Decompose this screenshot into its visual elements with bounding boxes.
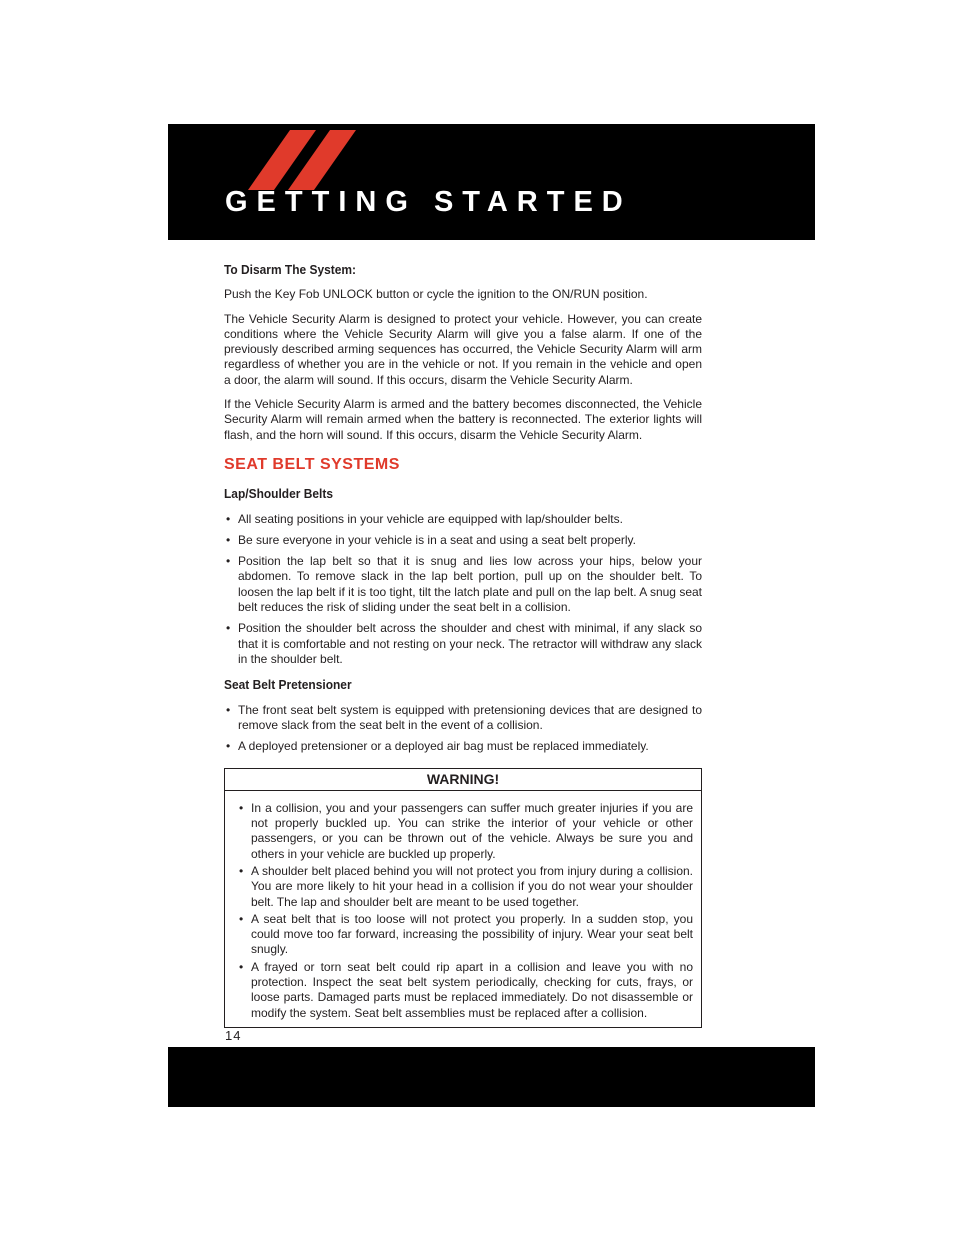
list-item: • A shoulder belt placed behind you will not protect you from injury during a collision. You are more likely to hit your head in a collision if you do not wear your shoulder belt. The lap and shoulder belt are meant to be used together. [237,864,693,910]
disarm-paragraph: Push the Key Fob UNLOCK button or cycle the ignition to the ON/RUN position. [224,287,648,302]
page-number: 14 [225,1028,242,1043]
list-item: • Position the shoulder belt across the shoulder and chest with minimal, if any slack so that it is comfortable and not resting on your neck. The retractor will withdraw any slack in the shoulder belt. [224,621,702,667]
warning-title: WARNING! [225,769,701,790]
pretensioner-heading: Seat Belt Pretensioner [224,677,352,693]
list-item: • A frayed or torn seat belt could rip apart in a collision and leave you with no protection. Inspect the seat belt system periodically, checking for cuts, frays, or loose parts. Damaged parts must be replaced immediately. Do not disassemble or modify the system. Seat belt assemblies must be replaced after a collision. [237,960,693,1021]
pretensioner-list [224,703,702,755]
lap-shoulder-heading: Lap/Shoulder Belts [224,486,333,502]
page-title: GETTING STARTED [225,186,632,218]
list-item: • Position the lap belt so that it is snug and lies low across your hips, below your abdomen. To remove slack in the lap belt portion, pull up on the shoulder belt. To loosen the lap belt if it is too tight, tilt the latch plate and pull on the lap belt. A snug seat belt reduces the risk of sliding under the seat belt in a collision. [224,554,702,615]
main-content [224,262,702,1028]
disarm-paragraph: If the Vehicle Security Alarm is armed and the battery becomes disconnected, the Vehicle Security Alarm will remain armed when the battery is reconnected. The exterior lights will flash, and the horn will sound. If this occurs, disarm the Vehicle Security Alarm. [224,397,702,442]
warning-box [224,768,702,1027]
disarm-paragraph: The Vehicle Security Alarm is designed to protect your vehicle. However, you can create conditions where the Vehicle Security Alarm will give you a false alarm. If one of the previously described arming sequences has occurred, the Vehicle Security Alarm will arm regardless of whether you are in the vehicle or not. If you remain in the vehicle and open a door, the alarm will sound. If this occurs, disarm the Vehicle Security Alarm. [224,311,702,387]
footer-band [168,1047,815,1107]
brand-stripes-icon [248,130,358,190]
disarm-heading: To Disarm The System: [224,262,357,277]
list-item: • All seating positions in your vehicle are equipped with lap/shoulder belts. [224,512,702,527]
list-item: • Be sure everyone in your vehicle is in a seat and using a seat belt properly. [224,533,702,548]
list-item: • The front seat belt system is equipped with pretensioning devices that are designed to remove slack from the seat belt in the event of a collision. [224,703,702,734]
list-item: • In a collision, you and your passengers can suffer much greater injuries if you are not properly buckled up. You can strike the interior of your vehicle or other passengers, or you can be thrown out of the vehicle. Always be sure you and others in your vehicle are buckled up properly. [237,801,693,862]
lap-shoulder-list [224,512,702,668]
list-item: • A deployed pretensioner or a deployed air bag must be replaced immediately. [224,739,702,754]
list-item: • A seat belt that is too loose will not protect you properly. In a sudden stop, you could move too far forward, increasing the possibility of injury. Wear your seat belt snugly. [237,912,693,958]
warning-list [225,791,701,1027]
header-band [168,124,815,240]
section-title-seat-belts: SEAT BELT SYSTEMS [224,455,400,473]
